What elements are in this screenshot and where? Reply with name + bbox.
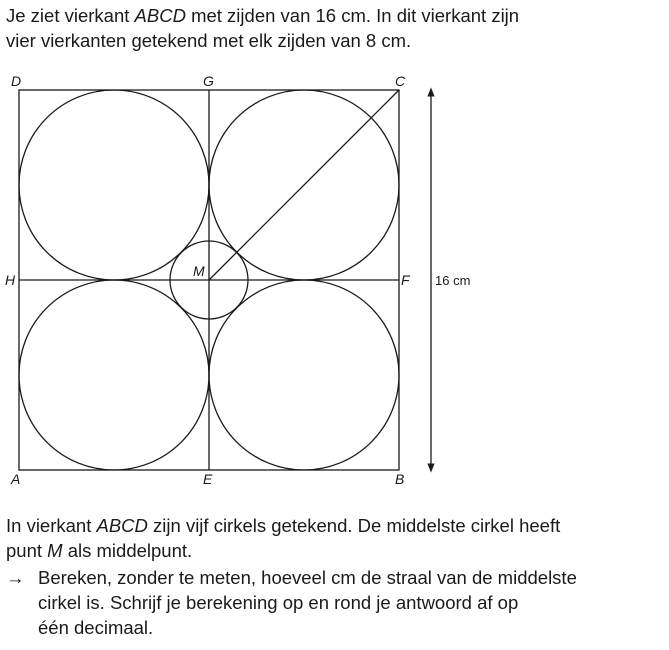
task-line-1: Bereken, zonder te meten, hoeveel cm de straal van de middelste — [38, 567, 577, 588]
body-text: punt — [6, 540, 48, 561]
intro-line-2: vier vierkanten getekend met elk zijden van 8 cm. — [6, 30, 412, 51]
label-c: C — [395, 73, 406, 89]
arrow-right-icon: → — [6, 567, 25, 588]
circle-bottom-right — [209, 280, 399, 470]
label-m: M — [193, 263, 205, 279]
task-line-3: één decimaal. — [38, 617, 154, 638]
label-e: E — [203, 471, 213, 487]
label-a: A — [11, 471, 21, 487]
body-text: In vierkant — [6, 515, 97, 536]
circle-top-left — [19, 90, 209, 280]
square-name: ABCD — [134, 5, 186, 26]
dimension-label: 16 cm — [435, 273, 471, 288]
label-h: H — [5, 272, 16, 288]
intro-text: Je ziet vierkant — [6, 5, 135, 26]
intro-text: met zijden van 16 cm. In dit vierkant zijn — [185, 5, 520, 26]
line-mc — [209, 90, 399, 280]
label-g: G — [203, 73, 214, 89]
label-b: B — [395, 471, 405, 487]
body-text: als middelpunt. — [62, 540, 193, 561]
label-f: F — [401, 272, 410, 288]
point-name: M — [47, 540, 63, 561]
square-name: ABCD — [96, 515, 148, 536]
body-line-1 — [6, 513, 560, 538]
circle-bottom-left — [19, 280, 209, 470]
body-paragraph — [6, 513, 560, 563]
body-line-2 — [6, 538, 560, 563]
task-text — [38, 565, 577, 640]
body-text: zijn vijf cirkels getekend. De middelste cirkel heeft — [147, 515, 561, 536]
label-d: D — [11, 73, 22, 89]
task-line-2: cirkel is. Schrijf je berekening op en rond je antwoord af op — [38, 592, 519, 613]
